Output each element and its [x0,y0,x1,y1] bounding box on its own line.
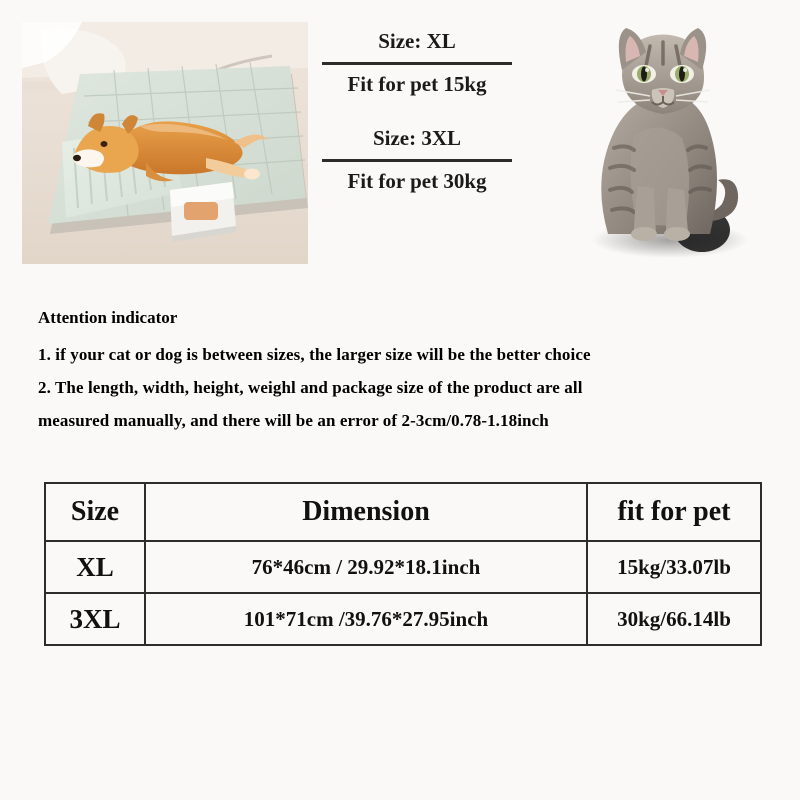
attention-line-3: measured manually, and there will be an error of 2-3cm/0.78-1.18inch [38,411,549,431]
callout-3xl-title: Size: 3XL [372,125,462,150]
attention-line-2: 2. The length, width, height, weighl and package size of the product are all [38,378,583,398]
tabby-cat-illustration [530,8,790,270]
attention-title: Attention indicator [38,308,178,327]
callout-xl-title: Size: XL [378,29,456,53]
table-header-fit-for-pet: fit for pet [587,483,761,541]
row-xl-dimension: 76*46cm / 29.92*18.1inch [145,541,587,593]
table-header-dimension: Dimension [145,483,587,541]
row-3xl-fit: 30kg/66.14lb [587,593,761,645]
callout-xl-rule [322,62,512,65]
callout-3xl [322,125,512,196]
top-section [0,0,800,270]
table-header-size: Size [45,483,145,541]
callout-xl-sub: Fit for pet 15kg [347,72,487,97]
dog-on-cooling-mat-illustration [22,22,308,264]
product-photo [22,22,308,264]
attention-line-1: 1. if your cat or dog is between sizes, the larger size will be the better choice [38,345,591,364]
size-callouts [322,28,512,221]
table-header-row [45,483,761,541]
cat-photo [530,8,790,270]
table-row [45,541,761,593]
row-3xl-size: 3XL [45,593,145,645]
callout-xl [322,28,512,99]
attention-section [38,308,762,437]
row-3xl-dimension: 101*71cm /39.76*27.95inch [145,593,587,645]
callout-3xl-sub: Fit for pet 30kg [347,168,487,193]
size-spec-table [44,482,762,646]
row-xl-fit: 15kg/33.07lb [587,541,761,593]
table-row [45,593,761,645]
row-xl-size: XL [45,541,145,593]
callout-3xl-rule [322,159,512,162]
